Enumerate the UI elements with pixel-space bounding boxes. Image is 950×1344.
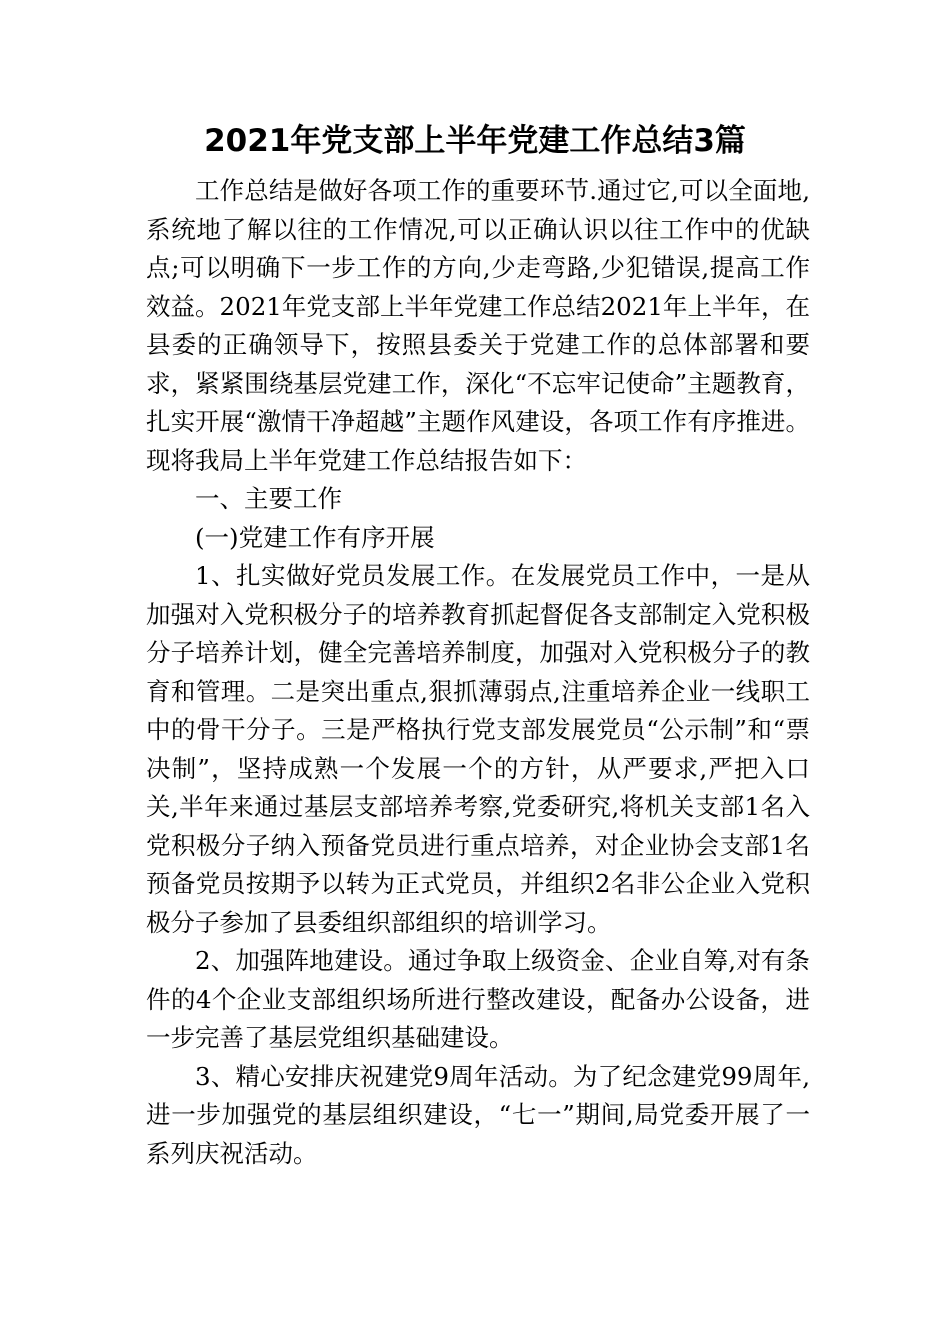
- paragraph-member-development: 1、扎实做好党员发展工作。在发展党员工作中，一是从加强对入党积极分子的培养教育抓起督促各支部制定入党积极分子培养计划，健全完善培养制度，加强对入党积极分子的教育和管理。二是突出重点,狠抓薄弱点,注重培养企业一线职工中的骨干分子。三是严格执行党支部发展党员“公示制”和“票决制”，坚持成熟一个发展一个的方针，从严要求,严把入口关,半年来通过基层支部培养考察,党委研究,将机关支部1名入党积极分子纳入预备党员进行重点培养，对企业协会支部1名预备党员按期予以转为正式党员，并组织2名非公企业入党积极分子参加了县委组织部组织的培训学习。: [146, 561, 810, 937]
- paragraph-intro: 工作总结是做好各项工作的重要环节.通过它,可以全面地,系统地了解以往的工作情况,可以正确认识以往工作中的优缺点;可以明确下一步工作的方向,少走弯路,少犯错误,提高工作效益。2021年党支部上半年党建工作总结2021年上半年，在县委的正确领导下，按照县委关于党建工作的总体部署和要求，紧紧围绕基层党建工作，深化“不忘牢记使命”主题教育，扎实开展“激情干净超越”主题作风建设，各项工作有序推进。现将我局上半年党建工作总结报告如下：: [146, 176, 810, 475]
- document-body: [146, 172, 810, 1173]
- paragraph-position-building: 2、加强阵地建设。通过争取上级资金、企业自筹,对有条件的4个企业支部组织场所进行整改建设，配备办公设备，进一步完善了基层党组织基础建设。: [146, 946, 810, 1052]
- subheading-party-building: (一)党建工作有序开展: [195, 522, 435, 552]
- paragraph-anniversary: 3、精心安排庆祝建党9周年活动。为了纪念建党99周年,进一步加强党的基层组织建设，“七一”期间,局党委开展了一系列庆祝活动。: [146, 1061, 810, 1168]
- document-title: 2021年党支部上半年党建工作总结3篇: [204, 123, 746, 159]
- heading-main-work: 一、主要工作: [195, 484, 342, 513]
